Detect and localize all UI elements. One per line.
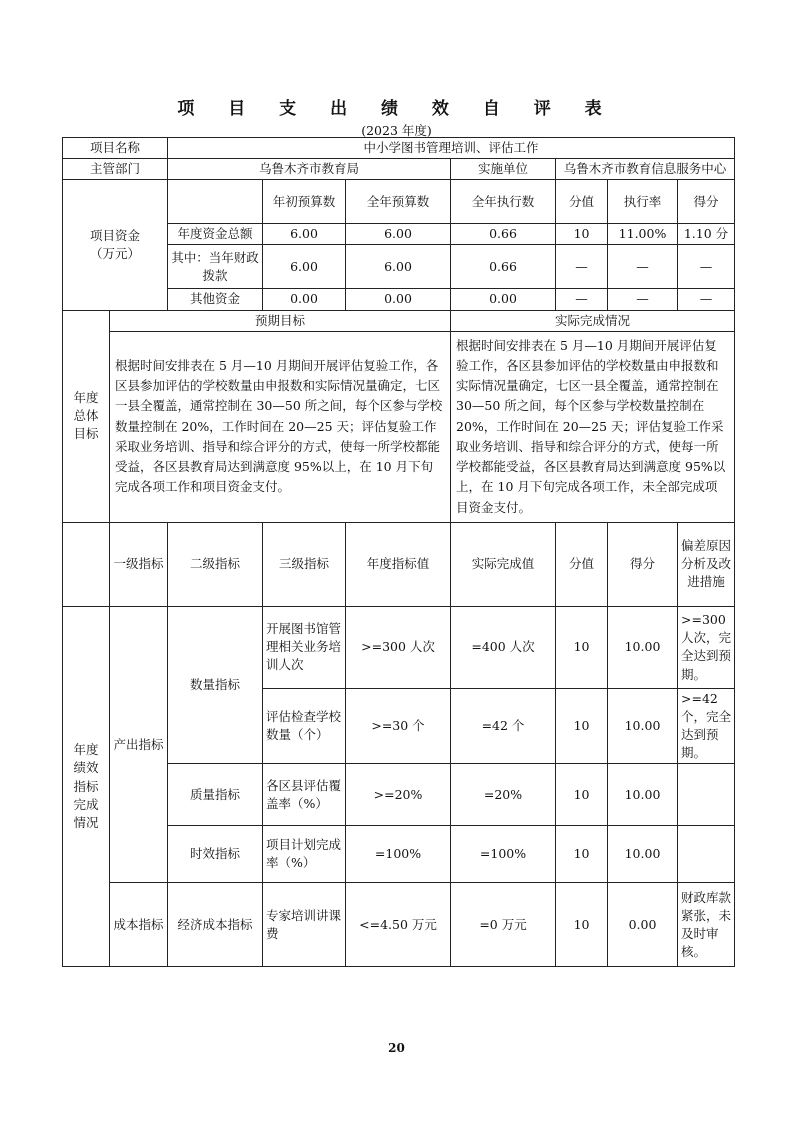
project-name-label: 项目名称 [63,138,168,159]
deviation-note [678,764,735,826]
indicator-header: 分值 [556,522,608,606]
funds-cell: 0.66 [451,224,556,245]
dept-value: 乌鲁木齐市教育局 [168,159,451,180]
tier3-cell: 专家培训讲课费 [263,883,346,967]
score-value-cell: 10 [556,883,608,967]
indicator-header-blank [63,522,110,606]
funds-header: 得分 [678,180,735,224]
score-cell: 10.00 [608,606,678,688]
actual-completion-text: 根据时间安排表在 5 月—10 月期间开展评估复验工作，各区县参加评估的学校数量由申报数和实际情况量确定，七区一县全覆盖，通常控制在 30—50 所之间，每个区参与学校数量控制在 20%，工作时间在 20—25 天；评估复验工作采取业务培训、指导和综合评分的方式，使每一所学校都能受益，各区县教育局达到满意度 95%以上，在 10 月下旬完成各项工作，未全部完成项目资金支付。 [451,331,735,522]
actual-completion-header: 实际完成情况 [451,310,735,331]
tier2-quality: 质量指标 [168,764,263,826]
funds-cell: 6.00 [346,245,451,289]
impl-label: 实施单位 [451,159,556,180]
deviation-note: >=300 人次，完全达到预期。 [678,606,735,688]
funds-cell: — [556,245,608,289]
impl-value: 乌鲁木齐市教育信息服务中心 [556,159,735,180]
funds-cell: — [678,289,735,310]
expected-goal-text: 根据时间安排表在 5 月—10 月期间开展评估复验工作，各区县参加评估的学校数量由申报数和实际情况量确定，七区一县全覆盖，通常控制在 30—50 所之间，每个区参与学校数量控制在 20%，工作时间在 20—25 天；评估复验工作采取业务培训、指导和综合评分的方式，使每一所学校都能受益，各区县教育局达到满意度 95%以上，在 10 月下旬完成各项工作和项目资金支付。 [110,331,451,522]
funds-cell: 6.00 [263,224,346,245]
tier1-output: 产出指标 [110,606,168,883]
score-value-cell: 10 [556,688,608,764]
page-title: 项 目 支 出 绩 效 自 评 表 [177,99,616,119]
indicator-header: 偏差原因分析及改进措施 [678,522,735,606]
funds-cell: 6.00 [346,224,451,245]
funds-row-name: 其中：当年财政拨款 [168,245,263,289]
indicators-section-label: 年度 绩效 指标 完成 情况 [63,606,110,967]
tier3-cell: 各区县评估覆盖率（%） [263,764,346,826]
tier3-cell: 评估检查学校数量（个） [263,688,346,764]
indicator-header: 二级指标 [168,522,263,606]
target-cell: >=30 个 [346,688,451,764]
score-cell: 10.00 [608,764,678,826]
tier2-quantity: 数量指标 [168,606,263,764]
tier3-cell: 项目计划完成率（%） [263,826,346,883]
score-value-cell: 10 [556,826,608,883]
funds-cell: 1.10 分 [678,224,735,245]
tier1-cost: 成本指标 [110,883,168,967]
indicator-header: 一级指标 [110,522,168,606]
score-cell: 10.00 [608,826,678,883]
target-cell: =100% [346,826,451,883]
funds-header: 全年预算数 [346,180,451,224]
deviation-note [678,826,735,883]
tier3-cell: 开展图书馆管理相关业务培训人次 [263,606,346,688]
actual-cell: =0 万元 [451,883,556,967]
actual-cell: =100% [451,826,556,883]
funds-label: 项目资金 （万元） [63,180,168,310]
funds-cell: — [678,245,735,289]
funds-cell: 6.00 [263,245,346,289]
funds-header: 分值 [556,180,608,224]
score-value-cell: 10 [556,764,608,826]
self-evaluation-table [62,137,735,967]
funds-cell: 10 [556,224,608,245]
deviation-note: >=42 个，完全达到预期。 [678,688,735,764]
score-cell: 10.00 [608,688,678,764]
target-cell: <=4.50 万元 [346,883,451,967]
tier2-timeliness: 时效指标 [168,826,263,883]
project-name-value: 中小学图书管理培训、评估工作 [168,138,735,159]
funds-header: 年初预算数 [263,180,346,224]
funds-header: 执行率 [608,180,678,224]
score-cell: 0.00 [608,883,678,967]
deviation-note: 财政库款紧张，未及时审核。 [678,883,735,967]
goals-label: 年度 总体 目标 [63,310,110,522]
indicator-header: 年度指标值 [346,522,451,606]
funds-cell: 0.00 [346,289,451,310]
funds-row-name: 年度资金总额 [168,224,263,245]
indicator-header: 三级指标 [263,522,346,606]
funds-row-name: 其他资金 [168,289,263,310]
funds-header: 全年执行数 [451,180,556,224]
indicator-header: 实际完成值 [451,522,556,606]
indicator-header: 得分 [608,522,678,606]
tier2-econ: 经济成本指标 [168,883,263,967]
actual-cell: =20% [451,764,556,826]
page-subtitle: (2023 年度) [361,123,432,138]
page-number: 20 [388,1041,405,1055]
funds-cell: 0.00 [451,289,556,310]
funds-cell: 0.66 [451,245,556,289]
actual-cell: =42 个 [451,688,556,764]
dept-label: 主管部门 [63,159,168,180]
target-cell: >=300 人次 [346,606,451,688]
funds-cell: — [556,289,608,310]
funds-cell: — [608,289,678,310]
funds-cell: 11.00% [608,224,678,245]
target-cell: >=20% [346,764,451,826]
score-value-cell: 10 [556,606,608,688]
actual-cell: =400 人次 [451,606,556,688]
funds-header-blank [168,180,263,224]
funds-cell: — [608,245,678,289]
expected-goal-header: 预期目标 [110,310,451,331]
funds-cell: 0.00 [263,289,346,310]
